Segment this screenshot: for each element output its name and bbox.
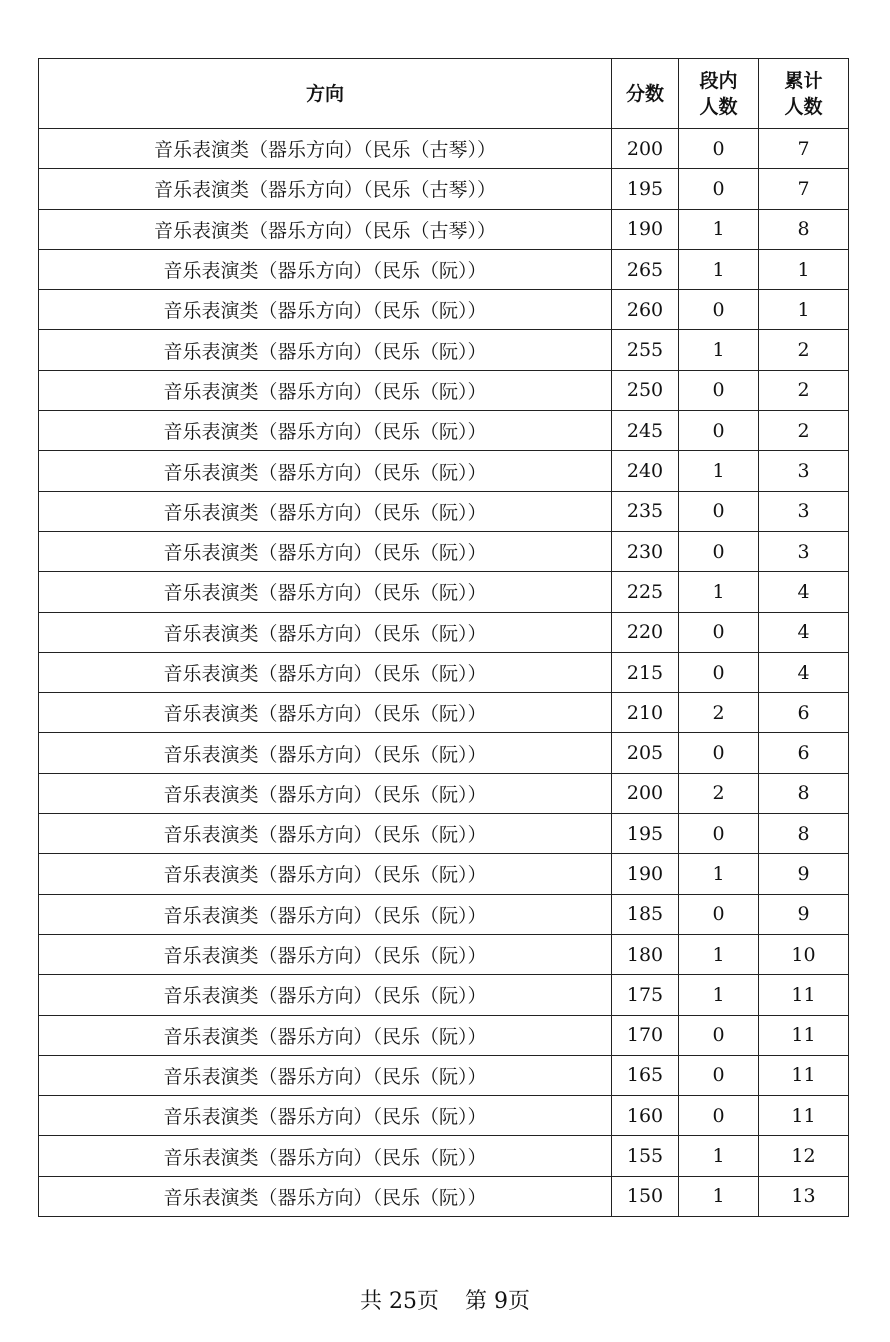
cell-direction: 音乐表演类（器乐方向）（民乐（阮）） xyxy=(39,773,612,813)
header-score: 分数 xyxy=(612,59,679,129)
table-row xyxy=(39,733,849,773)
header-direction: 方向 xyxy=(39,59,612,129)
cell-direction: 音乐表演类（器乐方向）（民乐（阮）） xyxy=(39,572,612,612)
cell-score: 225 xyxy=(612,572,679,612)
table-row xyxy=(39,531,849,571)
cell-cumulative-count: 13 xyxy=(759,1176,849,1216)
cell-cumulative-count: 6 xyxy=(759,693,849,733)
cell-cumulative-count: 2 xyxy=(759,411,849,451)
table-row xyxy=(39,169,849,209)
cell-score: 160 xyxy=(612,1096,679,1136)
cell-score: 195 xyxy=(612,169,679,209)
cell-direction: 音乐表演类（器乐方向）（民乐（阮）） xyxy=(39,491,612,531)
page-footer xyxy=(0,1284,890,1315)
header-cumulative-count xyxy=(759,59,849,129)
cell-cumulative-count: 3 xyxy=(759,491,849,531)
cell-in-band-count: 1 xyxy=(679,451,759,491)
table-row xyxy=(39,290,849,330)
total-pages-label: 共 25页 xyxy=(360,1289,439,1314)
cell-cumulative-count: 11 xyxy=(759,1015,849,1055)
table-row xyxy=(39,491,849,531)
cell-direction: 音乐表演类（器乐方向）（民乐（古琴）） xyxy=(39,209,612,249)
cell-in-band-count: 0 xyxy=(679,652,759,692)
cell-in-band-count: 2 xyxy=(679,693,759,733)
table-row xyxy=(39,773,849,813)
cell-cumulative-count: 9 xyxy=(759,894,849,934)
cell-direction: 音乐表演类（器乐方向）（民乐（阮）） xyxy=(39,1096,612,1136)
cell-score: 175 xyxy=(612,975,679,1015)
cell-in-band-count: 0 xyxy=(679,814,759,854)
cell-cumulative-count: 8 xyxy=(759,773,849,813)
cell-direction: 音乐表演类（器乐方向）（民乐（阮）） xyxy=(39,894,612,934)
cell-cumulative-count: 11 xyxy=(759,975,849,1015)
cell-score: 230 xyxy=(612,531,679,571)
table-row xyxy=(39,1176,849,1216)
cell-cumulative-count: 3 xyxy=(759,531,849,571)
cell-direction: 音乐表演类（器乐方向）（民乐（阮）） xyxy=(39,370,612,410)
cell-score: 265 xyxy=(612,249,679,289)
table-row xyxy=(39,370,849,410)
cell-in-band-count: 0 xyxy=(679,1055,759,1095)
current-page-label: 第 9页 xyxy=(465,1289,530,1314)
cell-score: 245 xyxy=(612,411,679,451)
cell-in-band-count: 0 xyxy=(679,1096,759,1136)
cell-cumulative-count: 11 xyxy=(759,1055,849,1095)
cell-cumulative-count: 9 xyxy=(759,854,849,894)
cell-direction: 音乐表演类（器乐方向）（民乐（阮）） xyxy=(39,975,612,1015)
cell-score: 150 xyxy=(612,1176,679,1216)
cell-direction: 音乐表演类（器乐方向）（民乐（阮）） xyxy=(39,1015,612,1055)
cell-in-band-count: 1 xyxy=(679,330,759,370)
cell-score: 240 xyxy=(612,451,679,491)
cell-score: 215 xyxy=(612,652,679,692)
cell-score: 250 xyxy=(612,370,679,410)
cell-score: 190 xyxy=(612,854,679,894)
cell-cumulative-count: 8 xyxy=(759,814,849,854)
table-row xyxy=(39,894,849,934)
header-cumulative-text: 累计人数 xyxy=(784,69,823,118)
cell-in-band-count: 1 xyxy=(679,209,759,249)
cell-in-band-count: 0 xyxy=(679,733,759,773)
table-row xyxy=(39,975,849,1015)
cell-score: 210 xyxy=(612,693,679,733)
cell-direction: 音乐表演类（器乐方向）（民乐（阮）） xyxy=(39,693,612,733)
cell-cumulative-count: 6 xyxy=(759,733,849,773)
table-row xyxy=(39,1015,849,1055)
table-row xyxy=(39,249,849,289)
cell-score: 155 xyxy=(612,1136,679,1176)
table-row xyxy=(39,693,849,733)
cell-in-band-count: 0 xyxy=(679,169,759,209)
cell-score: 220 xyxy=(612,612,679,652)
cell-cumulative-count: 11 xyxy=(759,1096,849,1136)
header-in-band-count xyxy=(679,59,759,129)
table-row xyxy=(39,934,849,974)
cell-direction: 音乐表演类（器乐方向）（民乐（古琴）） xyxy=(39,129,612,169)
cell-in-band-count: 0 xyxy=(679,129,759,169)
cell-in-band-count: 0 xyxy=(679,1015,759,1055)
table-row xyxy=(39,129,849,169)
cell-score: 180 xyxy=(612,934,679,974)
cell-score: 200 xyxy=(612,129,679,169)
cell-cumulative-count: 7 xyxy=(759,169,849,209)
cell-cumulative-count: 1 xyxy=(759,249,849,289)
table-row xyxy=(39,854,849,894)
cell-direction: 音乐表演类（器乐方向）（民乐（阮）） xyxy=(39,1176,612,1216)
header-in-band-text: 段内人数 xyxy=(699,69,738,118)
cell-score: 185 xyxy=(612,894,679,934)
cell-score: 165 xyxy=(612,1055,679,1095)
cell-in-band-count: 1 xyxy=(679,249,759,289)
cell-in-band-count: 0 xyxy=(679,531,759,571)
cell-direction: 音乐表演类（器乐方向）（民乐（阮）） xyxy=(39,854,612,894)
cell-score: 170 xyxy=(612,1015,679,1055)
cell-cumulative-count: 1 xyxy=(759,290,849,330)
cell-cumulative-count: 4 xyxy=(759,652,849,692)
table-header-row xyxy=(39,59,849,129)
cell-cumulative-count: 4 xyxy=(759,572,849,612)
cell-in-band-count: 2 xyxy=(679,773,759,813)
cell-cumulative-count: 2 xyxy=(759,370,849,410)
table-row xyxy=(39,572,849,612)
table-header xyxy=(39,59,849,129)
cell-score: 235 xyxy=(612,491,679,531)
table-row xyxy=(39,814,849,854)
cell-in-band-count: 1 xyxy=(679,975,759,1015)
cell-in-band-count: 0 xyxy=(679,612,759,652)
cell-direction: 音乐表演类（器乐方向）（民乐（阮）） xyxy=(39,652,612,692)
table-row xyxy=(39,451,849,491)
cell-direction: 音乐表演类（器乐方向）（民乐（阮）） xyxy=(39,451,612,491)
table-row xyxy=(39,1055,849,1095)
cell-cumulative-count: 2 xyxy=(759,330,849,370)
cell-score: 205 xyxy=(612,733,679,773)
cell-cumulative-count: 3 xyxy=(759,451,849,491)
cell-score: 195 xyxy=(612,814,679,854)
table-row xyxy=(39,1136,849,1176)
cell-in-band-count: 1 xyxy=(679,1136,759,1176)
table-body xyxy=(39,129,849,1217)
cell-in-band-count: 0 xyxy=(679,894,759,934)
table-row xyxy=(39,330,849,370)
cell-direction: 音乐表演类（器乐方向）（民乐（阮）） xyxy=(39,1055,612,1095)
cell-direction: 音乐表演类（器乐方向）（民乐（阮）） xyxy=(39,531,612,571)
cell-score: 190 xyxy=(612,209,679,249)
cell-direction: 音乐表演类（器乐方向）（民乐（阮）） xyxy=(39,330,612,370)
cell-in-band-count: 1 xyxy=(679,854,759,894)
cell-score: 200 xyxy=(612,773,679,813)
cell-direction: 音乐表演类（器乐方向）（民乐（阮）） xyxy=(39,612,612,652)
table-row xyxy=(39,209,849,249)
table-row xyxy=(39,612,849,652)
score-distribution-table xyxy=(38,58,849,1217)
cell-in-band-count: 0 xyxy=(679,370,759,410)
cell-cumulative-count: 7 xyxy=(759,129,849,169)
cell-cumulative-count: 10 xyxy=(759,934,849,974)
cell-in-band-count: 1 xyxy=(679,1176,759,1216)
cell-cumulative-count: 12 xyxy=(759,1136,849,1176)
cell-score: 255 xyxy=(612,330,679,370)
cell-in-band-count: 0 xyxy=(679,491,759,531)
cell-in-band-count: 0 xyxy=(679,411,759,451)
cell-in-band-count: 0 xyxy=(679,290,759,330)
cell-score: 260 xyxy=(612,290,679,330)
cell-direction: 音乐表演类（器乐方向）（民乐（阮）） xyxy=(39,1136,612,1176)
cell-direction: 音乐表演类（器乐方向）（民乐（阮）） xyxy=(39,411,612,451)
cell-direction: 音乐表演类（器乐方向）（民乐（阮）） xyxy=(39,814,612,854)
table-row xyxy=(39,652,849,692)
cell-direction: 音乐表演类（器乐方向）（民乐（阮）） xyxy=(39,290,612,330)
table-row xyxy=(39,1096,849,1136)
table-row xyxy=(39,411,849,451)
cell-in-band-count: 1 xyxy=(679,934,759,974)
cell-cumulative-count: 8 xyxy=(759,209,849,249)
cell-cumulative-count: 4 xyxy=(759,612,849,652)
cell-direction: 音乐表演类（器乐方向）（民乐（古琴）） xyxy=(39,169,612,209)
cell-direction: 音乐表演类（器乐方向）（民乐（阮）） xyxy=(39,733,612,773)
cell-direction: 音乐表演类（器乐方向）（民乐（阮）） xyxy=(39,934,612,974)
cell-direction: 音乐表演类（器乐方向）（民乐（阮）） xyxy=(39,249,612,289)
cell-in-band-count: 1 xyxy=(679,572,759,612)
